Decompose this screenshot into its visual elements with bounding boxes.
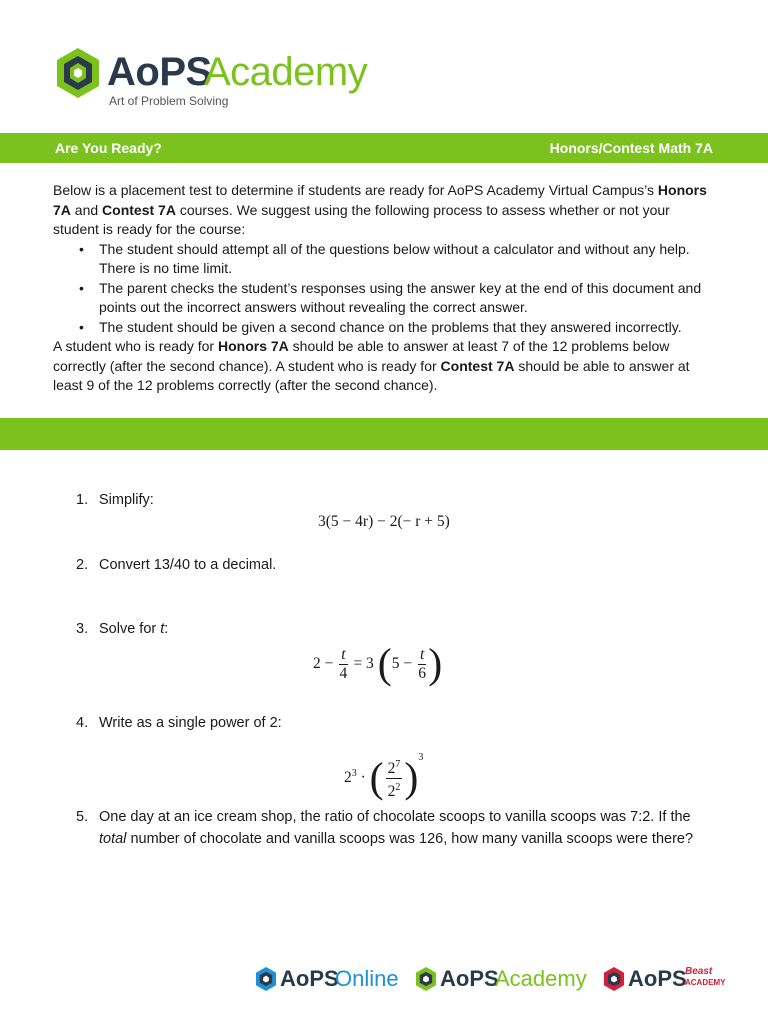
question-text-part: number of chocolate and vanilla scoops was 126, how many vanilla scoops were there? xyxy=(126,831,694,847)
title-banner xyxy=(0,133,768,163)
intro-text: should be able to answer at least 9 of the 12 problems correctly (after the second chance). xyxy=(53,357,690,393)
question-number: 2. xyxy=(76,557,89,573)
list-item: • The parent checks the student’s responses using the answer key at the end of this document and points out the incorrect answers without revealing the correct answer. xyxy=(99,279,718,318)
logo-academy-text: Academy xyxy=(204,50,368,94)
aops-cube-icon xyxy=(603,966,625,992)
logo-tagline: Art of Problem Solving xyxy=(109,94,229,108)
intro-text: courses. We suggest using the following process to assess whether or not your student is ready for the course: xyxy=(53,201,670,237)
banner-course-title: Honors/Contest Math 7A xyxy=(549,140,713,156)
footer-beast-text: Beast xyxy=(685,966,713,977)
aops-beast-academy-logo xyxy=(603,964,733,996)
aops-cube-icon xyxy=(415,966,437,992)
question-number: 1. xyxy=(76,492,89,508)
intro-bold-contest: Contest 7A xyxy=(102,201,176,218)
question-1-expression: 3(5 − 4r) − 2(− r + 5) xyxy=(318,513,450,530)
list-item: • The student should be given a second chance on the problems that they answered incorrectly. xyxy=(99,318,718,338)
question-text xyxy=(99,618,719,640)
question-text: Simplify: xyxy=(99,492,154,508)
intro-process-list xyxy=(53,240,718,338)
question-4-expression: $2^3$ · ( $\frac{2^7}{2^2}$ )$^3$ xyxy=(344,752,424,802)
footer-academy-text: Academy xyxy=(495,966,587,991)
intro-paragraph-1 xyxy=(53,181,718,240)
intro-bold-honors: Honors 7A xyxy=(53,182,707,218)
footer-aops-text: AoPS xyxy=(440,966,499,991)
intro-section xyxy=(53,181,718,396)
question-number: 4. xyxy=(76,715,89,731)
question-text-part: : xyxy=(164,621,169,637)
banner-left-title: Are You Ready? xyxy=(55,140,162,156)
question-text: Convert 13/40 to a decimal. xyxy=(99,557,277,573)
intro-text: and xyxy=(70,201,103,218)
footer-aops-text: AoPS xyxy=(280,966,339,991)
question-number: 3. xyxy=(76,621,89,637)
question-text-part: One day at an ice cream shop, the ratio of chocolate scoops to vanilla scoops was 7:2. If the xyxy=(99,809,691,825)
question-text: Write as a single power of 2: xyxy=(99,715,282,731)
question-emphasis: total xyxy=(99,831,127,847)
question-3-equation: 2 − $\frac{t}{4}$ = 3 (5 − $\frac{t}{6}$ ) xyxy=(313,641,443,688)
footer-online-text: Online xyxy=(335,966,399,991)
aops-cube-icon xyxy=(55,46,101,100)
footer-aops-academy-logo xyxy=(415,964,587,996)
intro-text: A student who is ready for xyxy=(53,338,218,354)
intro-paragraph-2 xyxy=(53,337,718,396)
question-text xyxy=(99,806,719,850)
footer-beast-academy-text: ACADEMY xyxy=(685,978,726,987)
intro-bold-honors: Honors 7A xyxy=(217,338,289,354)
intro-bold-contest: Contest 7A xyxy=(440,357,515,374)
aops-cube-icon xyxy=(255,966,277,992)
intro-text: Below is a placement test to determine if students are ready for AoPS Academy Virtual Campus’s xyxy=(53,182,658,198)
logo-aops-text: AoPS xyxy=(107,50,212,94)
aops-online-logo xyxy=(255,964,400,996)
section-divider-bar xyxy=(0,418,768,450)
intro-text: should be able to answer at least 7 of the 12 problems below correctly (after the second chance). A student who is ready for xyxy=(53,338,670,374)
list-item: • The student should attempt all of the questions below without a calculator and without any help. There is no time limit. xyxy=(99,240,718,279)
question-text-part: Solve for xyxy=(99,621,161,637)
question-variable: t xyxy=(160,621,165,637)
question-number: 5. xyxy=(76,809,89,825)
footer-aops-text: AoPS xyxy=(628,966,687,991)
